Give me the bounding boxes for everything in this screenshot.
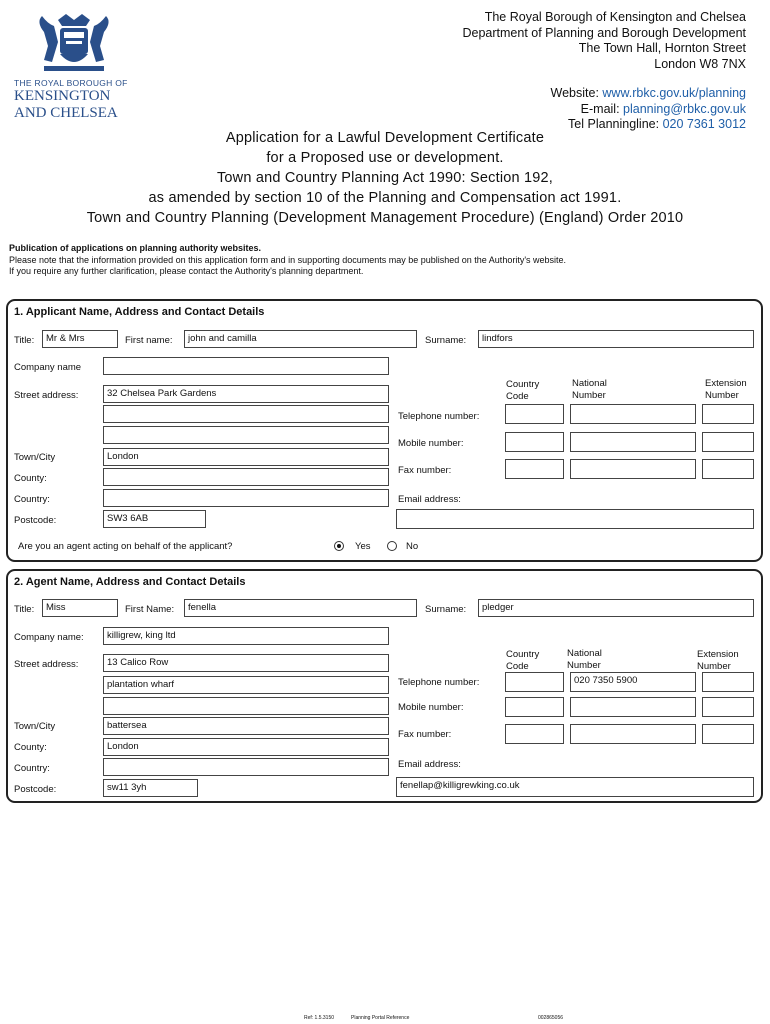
- tel-value: 020 7361 3012: [662, 117, 746, 131]
- website-label: Website:: [550, 86, 599, 100]
- applicant-email-input[interactable]: [396, 509, 754, 529]
- agent-postcode-input[interactable]: sw11 3yh: [103, 779, 198, 797]
- applicant-street-line3[interactable]: [103, 426, 389, 444]
- agent-country-label: Country:: [14, 763, 50, 774]
- agent-fax-extension[interactable]: [702, 724, 754, 744]
- notice-line2: If you require any further clarification, please contact the Authority's planning department.: [9, 266, 364, 276]
- applicant-email-label: Email address:: [398, 494, 461, 505]
- applicant-mobile-country-code[interactable]: [505, 432, 564, 452]
- applicant-town-label: Town/City: [14, 452, 56, 463]
- title-line2: for a Proposed use or development.: [266, 150, 504, 166]
- agent-extension-header: Extension Number: [697, 649, 739, 672]
- agent-street-line1[interactable]: 13 Calico Row: [103, 654, 389, 672]
- agent-mobile-label: Mobile number:: [398, 702, 464, 713]
- applicant-county-label: County:: [14, 473, 47, 484]
- agent-no-label: No: [406, 541, 419, 552]
- agent-telephone-label: Telephone number:: [398, 677, 480, 688]
- applicant-telephone-label: Telephone number:: [398, 411, 480, 422]
- title-line4: as amended by section 10 of the Planning and Compensation act 1991.: [148, 190, 622, 206]
- agent-mobile-extension[interactable]: [702, 697, 754, 717]
- applicant-tel-extension[interactable]: [702, 404, 754, 424]
- applicant-fax-extension[interactable]: [702, 459, 754, 479]
- applicant-street-label: Street address:: [14, 390, 79, 401]
- agent-title-label: Title:: [14, 604, 35, 615]
- agent-title-input[interactable]: Miss: [42, 599, 118, 617]
- tel-label: Tel Planningline:: [568, 117, 660, 131]
- agent-tel-national-number[interactable]: 020 7350 5900: [570, 672, 696, 692]
- agent-first-name-label: First Name:: [125, 604, 175, 615]
- applicant-extension-header: Extension Number: [705, 378, 747, 401]
- agent-tel-extension[interactable]: [702, 672, 754, 692]
- applicant-fax-country-code[interactable]: [505, 459, 564, 479]
- agent-mobile-country-code[interactable]: [505, 697, 564, 717]
- applicant-national-number-header: National Number: [572, 378, 607, 401]
- applicant-country-input[interactable]: [103, 489, 389, 507]
- applicant-county-input[interactable]: [103, 468, 389, 486]
- applicant-section-title: 1. Applicant Name, Address and Contact Details: [14, 306, 265, 318]
- agent-surname-input[interactable]: pledger: [478, 599, 754, 617]
- agent-email-label: Email address:: [398, 759, 461, 770]
- address-line3: The Town Hall, Hornton Street: [578, 41, 746, 55]
- footer-ref: Ref: 1.5.3150: [304, 1015, 335, 1021]
- agent-county-input[interactable]: London: [103, 738, 389, 756]
- email-label: E-mail:: [580, 101, 620, 116]
- footer-number: 002865056: [538, 1015, 564, 1021]
- agent-yes-label: Yes: [355, 541, 371, 552]
- agent-surname-label: Surname:: [425, 604, 467, 615]
- applicant-country-label: Country:: [14, 494, 50, 505]
- agent-street-line2[interactable]: plantation wharf: [103, 676, 389, 694]
- agent-town-input[interactable]: battersea: [103, 717, 389, 735]
- applicant-fax-label: Fax number:: [398, 465, 452, 476]
- applicant-mobile-extension[interactable]: [702, 432, 754, 452]
- applicant-town-input[interactable]: London: [103, 448, 389, 466]
- agent-yes-radio[interactable]: [334, 541, 344, 551]
- address-line1: The Royal Borough of Kensington and Chelsea: [484, 10, 746, 24]
- applicant-surname-label: Surname:: [425, 335, 467, 346]
- applicant-company-label: Company name: [14, 362, 82, 373]
- agent-fax-country-code[interactable]: [505, 724, 564, 744]
- applicant-company-input[interactable]: [103, 357, 389, 375]
- logo-text-kensington: KENSINGTON: [14, 88, 111, 104]
- agent-email-input[interactable]: fenellap@killigrewking.co.uk: [396, 777, 754, 797]
- agent-mobile-national-number[interactable]: [570, 697, 696, 717]
- agent-section-title: 2. Agent Name, Address and Contact Details: [14, 576, 246, 588]
- applicant-surname-input[interactable]: lindfors: [478, 330, 754, 348]
- form-title: [0, 128, 770, 228]
- coat-of-arms-icon: [14, 12, 134, 82]
- applicant-tel-national-number[interactable]: [570, 404, 696, 424]
- agent-tel-country-code[interactable]: [505, 672, 564, 692]
- address-line2: Department of Planning and Borough Development: [462, 25, 746, 40]
- applicant-postcode-label: Postcode:: [14, 515, 57, 526]
- publication-notice: [9, 243, 759, 278]
- address-line4: London W8 7NX: [654, 56, 746, 71]
- agent-company-label: Company name:: [14, 632, 84, 643]
- applicant-street-line2[interactable]: [103, 405, 389, 423]
- title-line3: Town and Country Planning Act 1990: Section 192,: [216, 170, 554, 186]
- applicant-title-label: Title:: [14, 335, 35, 346]
- notice-line1: Please note that the information provided on this application form and in supporting documents may be published on the Authority's website.: [9, 254, 567, 265]
- agent-first-name-input[interactable]: fenella: [184, 599, 417, 617]
- agent-fax-label: Fax number:: [398, 729, 452, 740]
- agent-town-label: Town/City: [14, 721, 56, 732]
- agent-street-label: Street address:: [14, 659, 79, 670]
- applicant-street-line1[interactable]: 32 Chelsea Park Gardens: [103, 385, 389, 403]
- council-logo: [14, 12, 134, 124]
- logo-text-small: THE ROYAL BOROUGH OF: [14, 78, 128, 88]
- applicant-fax-national-number[interactable]: [570, 459, 696, 479]
- title-line5: Town and Country Planning (Development Management Procedure) (England) Order 2010: [86, 210, 684, 226]
- agent-street-line3[interactable]: [103, 697, 389, 715]
- applicant-first-name-label: First name:: [125, 335, 173, 346]
- logo-text-chelsea: AND CHELSEA: [14, 105, 118, 121]
- agent-county-label: County:: [14, 742, 47, 753]
- applicant-tel-country-code[interactable]: [505, 404, 564, 424]
- agent-postcode-label: Postcode:: [14, 784, 57, 795]
- council-address: [326, 10, 746, 133]
- applicant-mobile-label: Mobile number:: [398, 438, 464, 449]
- applicant-first-name-input[interactable]: john and camilla: [184, 330, 417, 348]
- agent-company-input[interactable]: killigrew, king ltd: [103, 627, 389, 645]
- applicant-postcode-input[interactable]: SW3 6AB: [103, 510, 206, 528]
- website-link[interactable]: www.rbkc.gov.uk/planning: [602, 86, 746, 100]
- agent-country-code-header: Country Code: [506, 649, 540, 672]
- applicant-country-code-header: Country Code: [506, 379, 540, 402]
- footer-portal-reference: Planning Portal Reference: [351, 1015, 410, 1021]
- title-line1: Application for a Lawful Development Certificate: [225, 130, 545, 146]
- agent-question: Are you an agent acting on behalf of the applicant?: [18, 541, 233, 552]
- applicant-mobile-national-number[interactable]: [570, 432, 696, 452]
- notice-heading: Publication of applications on planning authority websites.: [9, 243, 262, 253]
- applicant-title-input[interactable]: Mr & Mrs: [42, 330, 118, 348]
- agent-fax-national-number[interactable]: [570, 724, 696, 744]
- agent-country-input[interactable]: [103, 758, 389, 776]
- email-link[interactable]: planning@rbkc.gov.uk: [623, 101, 746, 116]
- agent-national-number-header: National Number: [567, 648, 602, 671]
- agent-no-radio[interactable]: [387, 541, 397, 551]
